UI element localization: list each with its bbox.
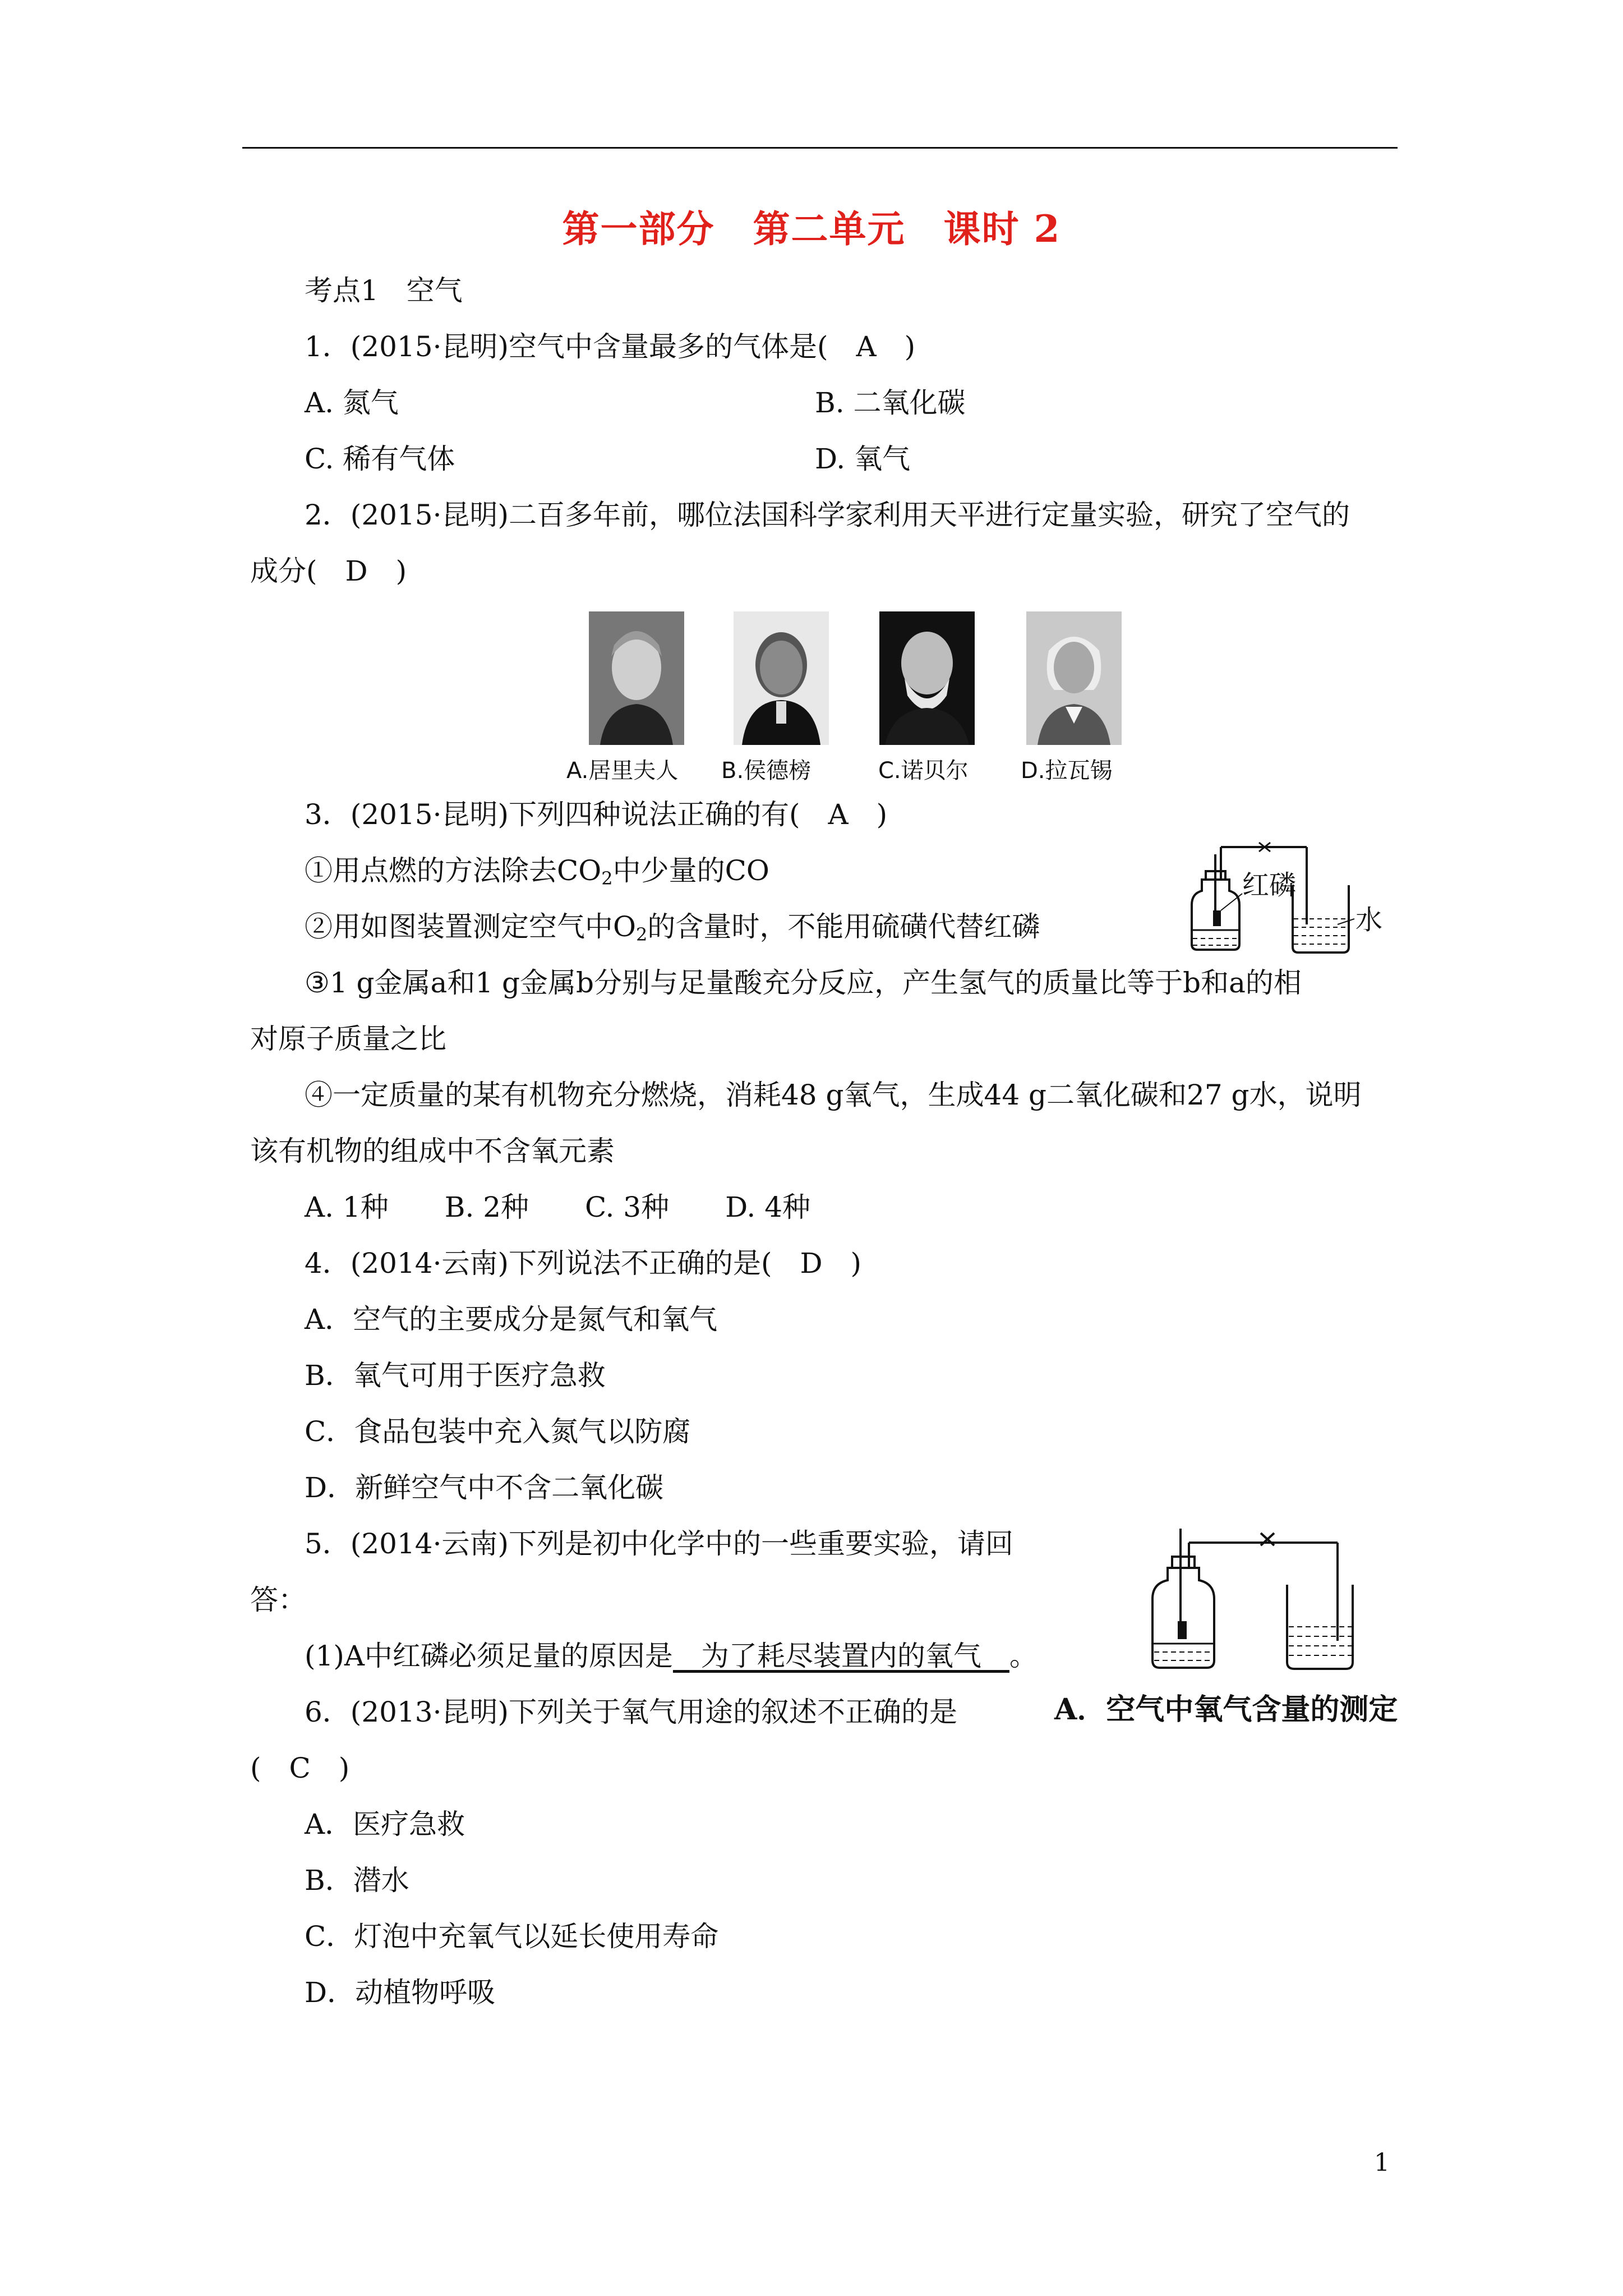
portrait-curie — [589, 611, 684, 745]
portrait-hou-debang — [734, 611, 829, 745]
q6-option-d: D．动植物呼吸 — [305, 1976, 496, 2009]
q3-statement-4-line2: 该有机物的组成中不含氧元素 — [250, 1135, 615, 1167]
q5-answer: 为了耗尽装置内的氧气 — [672, 1640, 1009, 1672]
q5-stem-line2: 答： — [250, 1584, 306, 1616]
oxygen-apparatus-small-diagram — [1186, 840, 1394, 958]
page-number: 1 — [1374, 2148, 1390, 2177]
q1-option-b: B. 二氧化碳 — [815, 386, 966, 419]
q4-stem: 4．(2014·云南)下列说法不正确的是( D ) — [305, 1247, 862, 1280]
oxygen-content-experiment-diagram — [1144, 1517, 1357, 1674]
portrait-caption-b: B.侯德榜 — [721, 758, 811, 784]
q2-stem-line1: 2．(2015·昆明)二百多年前，哪位法国科学家利用天平进行定量实验，研究了空气的 — [305, 499, 1350, 531]
q6-option-c: C．灯泡中充氧气以延长使用寿命 — [305, 1920, 719, 1953]
q4-option-c: C．食品包装中充入氮气以防腐 — [305, 1415, 691, 1448]
label-red-phosphorus: 红磷 — [1242, 869, 1297, 901]
portrait-caption-a: A.居里夫人 — [566, 758, 679, 784]
q1-option-c: C. 稀有气体 — [305, 443, 455, 475]
portrait-caption-d: D.拉瓦锡 — [1021, 758, 1113, 784]
portrait-lavoisier — [1026, 611, 1122, 745]
section-heading: 考点1 空气 — [305, 274, 463, 307]
q3-options: A. 1种 B. 2种 C. 3种 D. 4种 — [305, 1191, 811, 1223]
label-water: 水 — [1355, 904, 1383, 936]
q6-option-b: B．潜水 — [305, 1864, 409, 1897]
q3-statement-2: ②用如图装置测定空气中$O_2$的含量时，不能用硫磺代替红磷 — [305, 910, 1040, 945]
experiment-figure-caption: A．空气中氧气含量的测定 — [1054, 1692, 1398, 1727]
q3-statement-1: ①用点燃的方法除去$CO_2$中少量的CO — [305, 854, 769, 889]
q4-option-b: B．氧气可用于医疗急救 — [305, 1359, 606, 1392]
q3-statement-4-line1: ④一定质量的某有机物充分燃烧，消耗48 g氧气，生成44 g二氧化碳和27 g水，说明 — [305, 1079, 1362, 1111]
q5-stem-line1: 5．(2014·云南)下列是初中化学中的一些重要实验，请回 — [305, 1527, 1013, 1560]
page-title: 第一部分 第二单元 课时 2 — [562, 207, 1061, 251]
q6-stem-line1: 6．(2013·昆明)下列关于氧气用途的叙述不正确的是 — [305, 1696, 957, 1728]
q4-option-d: D．新鲜空气中不含二氧化碳 — [305, 1471, 664, 1504]
q6-stem-line2: ( C ) — [250, 1752, 350, 1784]
header-rule — [242, 147, 1398, 149]
q1-option-d: D. 氧气 — [815, 443, 911, 475]
q2-stem-line2: 成分( D ) — [250, 555, 407, 587]
q3-stem: 3．(2015·昆明)下列四种说法正确的有( A ) — [305, 798, 888, 831]
q6-option-a: A．医疗急救 — [305, 1808, 465, 1841]
q4-option-a: A．空气的主要成分是氮气和氧气 — [305, 1303, 718, 1336]
q3-statement-3-line1: ③1 g金属a和1 g金属b分别与足量酸充分反应，产生氢气的质量比等于b和a的相 — [305, 967, 1302, 999]
q1-option-a: A. 氮气 — [305, 386, 399, 419]
q3-statement-3-line2: 对原子质量之比 — [250, 1023, 446, 1055]
q1-stem: 1．(2015·昆明)空气中含量最多的气体是( A ) — [305, 330, 916, 363]
portrait-nobel — [879, 611, 975, 745]
portrait-caption-c: C.诺贝尔 — [878, 758, 969, 784]
q5-subquestion-1: (1)A中红磷必须足量的原因是 为了耗尽装置内的氧气 。 — [305, 1640, 1038, 1672]
